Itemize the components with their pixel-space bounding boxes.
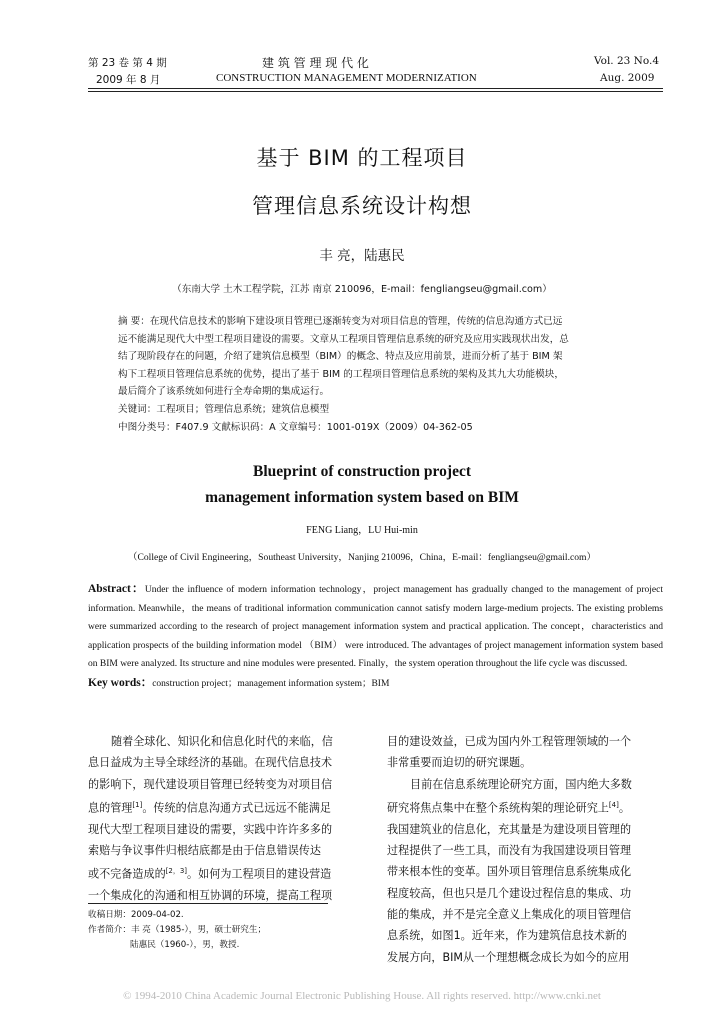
body-line: 目的建设效益，已成为国内外工程管理领域的一个 — [387, 735, 632, 748]
abstract-cn-line: 摘 要：在现代信息技术的影响下建设项目管理已逐渐转变为对项目信息的管理，传统的信息沟通方式已远 — [118, 316, 563, 327]
abstract-en — [88, 580, 663, 693]
body-line: 一个集成化的沟通和相互协调的环境，提高工程项 — [88, 889, 333, 903]
header-rule-top — [88, 88, 663, 89]
footnote-rule — [88, 903, 328, 904]
body-line: 研究将焦点集中在整个系统构架的理论研究上[4]。 — [387, 800, 630, 815]
affiliation-en: （College of Civil Engineering，Southeast University，Nanjing 210096，China，E-mail：fengliangseu@gmail.com） — [127, 552, 597, 563]
abstract-en-text: Under the influence of modern information technology，project management has gradually changed to the management of project information. Meanwhile，the means of traditional information communication cannot satisfy modern large-medium projects. The existing problems were summarized according to the research of project management information system and practical application. The concept，characteristics and application prospects of the building information model （BIM） were introduced. The advantages of project management information system based on BIM were analyzed. Its structure and nine modules were presented. Finally，the system operation throughout the life cycle was discussed. — [88, 585, 664, 669]
abstract-cn-line: 最后简介了该系统如何进行全寿命期的集成运行。 — [118, 386, 330, 398]
body-left-column — [88, 731, 364, 907]
body-line: 能的集成，并不是完全意义上集成化的项目管理信 — [387, 908, 632, 922]
authors-cn: 丰 亮，陆惠民 — [319, 248, 405, 264]
body-line: 的影响下，现代建设项目管理已经转变为对项目信 — [88, 777, 333, 791]
citation-ref: [2，3] — [165, 867, 188, 876]
title-cn-line2: 管理信息系统设计构想 — [252, 194, 472, 218]
title-cn-line1: 基于 BIM 的工程项目 — [256, 146, 468, 170]
body-line: 带来根本性的变革。国外项目管理信息系统集成化 — [387, 865, 632, 879]
classification-cn: 中图分类号：F407.9 文献标识码：A 文章编号：1001-019X（2009）04-362-05 — [118, 421, 473, 433]
date-en: Aug. 2009 — [600, 72, 655, 84]
body-line: 现代大型工程项目建设的需要，实践中许许多多的 — [88, 822, 333, 836]
body-line: 目前在信息系统理论研究方面，国内绝大多数 — [410, 777, 632, 791]
citation-ref: [4] — [608, 800, 619, 809]
footnote — [88, 908, 266, 953]
received-date: 收稿日期：2009-04-02. — [88, 910, 184, 920]
volume-issue-cn: 第 23 卷 第 4 期 — [88, 57, 167, 69]
body-line: 程度较高，但也只是几个建设过程信息的集成、功 — [387, 886, 632, 900]
abstract-cn-line: 构下工程项目管理信息系统的优势，提出了基于 BIM 的工程项目管理信息系统的架构及其九大功能模块， — [118, 368, 564, 380]
body-line: 息系统，如图1。近年来，作为建筑信息技术新的 — [387, 929, 628, 943]
title-en-line2: management information system based on BIM — [205, 489, 519, 506]
keywords-en-label: Key words： — [88, 676, 153, 689]
abstract-cn-line: 远不能满足现代大中型工程项目建设的需要。文章从工程项目管理信息系统的研究及应用实践现状出发，总 — [118, 333, 569, 345]
citation-ref: [1] — [132, 800, 143, 809]
abstract-cn-line: 结了现阶段存在的问题，介绍了建筑信息模型（BIM）的概念、特点及应用前景，进而分析了基于 BIM 架 — [118, 351, 563, 363]
body-right-column — [387, 731, 663, 968]
author-bio-1: 作者简介：丰 亮（1985-），男，硕士研究生； — [88, 925, 267, 935]
affiliation-cn: （东南大学 土木工程学院，江苏 南京 210096，E-mail：fengliangseu@gmail.com） — [172, 284, 552, 295]
journal-name-cn: 建 筑 管 理 现 代 化 — [262, 56, 369, 70]
abstract-en-label: Abstract： — [88, 583, 145, 595]
body-line: 索赔与争议事件归根结底都是由于信息错误传达 — [88, 844, 321, 858]
body-line: 随着全球化、知识化和信息化时代的来临，信 — [111, 735, 333, 748]
keywords-en: construction project；management information system；BIM — [152, 678, 390, 689]
copyright-footer: © 1994-2010 China Academic Journal Electronic Publishing House. All rights reserved. http://www.cnki.net — [123, 990, 601, 1002]
body-line: 息的管理[1]。传统的信息沟通方式已远远不能满足 — [88, 800, 331, 815]
abstract-cn — [118, 313, 633, 436]
body-line: 我国建筑业的信息化，充其量是为建设项目管理的 — [387, 822, 632, 836]
body-line: 或不完备造成的[2，3]。如何为工程项目的建设营造 — [88, 867, 332, 882]
authors-en: FENG Liang，LU Hui-min — [306, 525, 418, 536]
body-line: 非常重要而迫切的研究课题。 — [387, 756, 532, 770]
keywords-cn: 关键词：工程项目；管理信息系统；建筑信息模型 — [118, 403, 330, 415]
title-en-line1: Blueprint of construction project — [253, 463, 471, 480]
header-rule-bottom — [88, 91, 663, 92]
body-line: 过程提供了一些工具，而没有为我国建设项目管理 — [387, 844, 632, 858]
body-line: 息日益成为主导全球经济的基础。在现代信息技术 — [88, 756, 333, 770]
date-cn: 2009 年 8 月 — [96, 74, 161, 86]
journal-name-en: CONSTRUCTION MANAGEMENT MODERNIZATION — [216, 72, 477, 84]
body-line: 发展方向，BIM从一个理想概念成长为如今的应用 — [387, 950, 630, 964]
author-bio-2: 陆惠民（1960-），男，教授. — [130, 940, 240, 950]
volume-issue-en: Vol. 23 No.4 — [594, 55, 660, 67]
